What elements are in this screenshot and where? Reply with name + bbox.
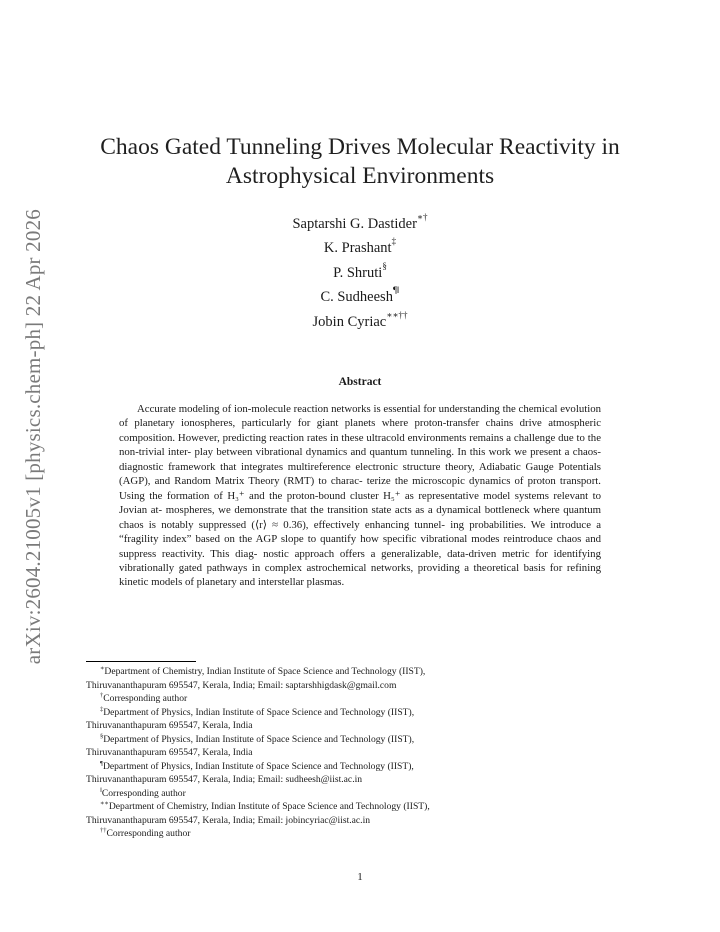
footnote-text: Corresponding author: [106, 828, 191, 839]
footnote-mark: ‖: [100, 786, 102, 794]
page-number: 1: [357, 871, 363, 883]
author-name: K. Prashant: [323, 240, 392, 257]
author-name: P. Shruti: [333, 264, 383, 281]
abstract-line: mospheres, we demonstrate that the transition state acts as a dynamical bottleneck: [165, 504, 530, 517]
footnote-line: [86, 706, 606, 720]
footnote-line: [86, 814, 606, 828]
footnote-rule: [86, 661, 196, 662]
abstract-line: terize the microscopic dynamics of proton transport. Using the formation of H₃⁺ and: [119, 475, 602, 502]
footnote-line: [86, 800, 606, 814]
abstract-line: ing probabilities. We introduce a “fragility index” based on the AGP slope to quantify: [119, 518, 601, 546]
footnote-line: [86, 773, 606, 787]
footnote-line: [86, 665, 606, 679]
author-list: [200, 212, 520, 334]
paper-title-line-1: Chaos Gated Tunneling Drives Molecular Reactivity in: [100, 134, 620, 160]
footnote-mark: †: [100, 692, 104, 699]
footnote-text: Department of Physics, Indian Institute of Space Science and Technology (IIST),: [103, 706, 415, 718]
author: [200, 236, 520, 260]
footnote-line: [86, 760, 606, 774]
author-name: Jobin Cyriac: [312, 313, 387, 330]
footnote-line: [86, 787, 606, 801]
abstract-line: Accurate modeling of ion-molecule reaction networks is essential for understanding: [137, 403, 500, 415]
footnote-text: Corresponding author: [101, 787, 186, 799]
footnote-mark: ∗∗: [100, 800, 109, 807]
abstract-line: nostic approach offers a generalizable, data-driven metric for identifying vibrationally: [119, 547, 601, 574]
author-name: Saptarshi G. Dastider: [292, 216, 417, 232]
footnote-mark: §: [100, 732, 104, 740]
abstract-line: where quantum chaos is notably suppressed (⟨r⟩ ≈ 0.36), effectively enhancing tunnel-: [119, 504, 602, 531]
footnote-mark: ‡: [100, 705, 104, 713]
author-affiliation-mark: ∗∗††: [386, 309, 408, 320]
footnote-mark: ††: [100, 827, 107, 834]
author: [200, 261, 520, 285]
footnote-text: Department of Physics, Indian Institute of Space Science and Technology (IIST),: [102, 760, 414, 772]
footnote-line: [86, 692, 606, 706]
abstract-line: proton-transfer chains drive atmospheric composition. However, predicting reaction: [119, 417, 601, 444]
author-affiliation-mark: §: [382, 260, 387, 271]
footnote-list: [86, 665, 606, 841]
footnote-text: Thiruvananthapuram 695547, Kerala, India; Email: jobincyriac@iist.ac.in: [86, 814, 371, 826]
footnote-text: Corresponding author: [103, 693, 188, 704]
abstract-line: chaos-diagnostic framework that integrates multireference electronic structure theory,: [119, 446, 601, 473]
abstract-text: [119, 402, 601, 590]
footnote-line: [86, 827, 606, 841]
author: [200, 212, 520, 236]
arxiv-identifier-text: arXiv:2604.21005v1 [physics.chem-ph] 22 Apr 2026: [20, 209, 45, 665]
footnote-text: Thiruvananthapuram 695547, Kerala, India; Email: sudheesh@iist.ac.in: [86, 774, 363, 785]
footnote-line: [86, 746, 606, 760]
author-affiliation-mark: ∗†: [416, 212, 428, 222]
abstract-line: rates in these ultracold environments remains a challenge due to the non-trivial inter-: [119, 431, 601, 459]
footnote-mark: ¶: [100, 759, 103, 767]
abstract-heading: Abstract: [338, 376, 382, 388]
abstract-line: how specific vibrational modes reintroduce chaos and suppress reactivity. This diag-: [119, 533, 601, 560]
footnote-text: Thiruvananthapuram 695547, Kerala, India: [86, 747, 253, 758]
author: [200, 310, 520, 334]
author-name: C. Sudheesh: [320, 289, 393, 306]
abstract-line: refining kinetic models of planetary and interstellar plasmas.: [119, 561, 601, 589]
abstract-line: the proton-bound cluster H₅⁺ as representative model systems relevant to Jovian at-: [119, 489, 601, 517]
abstract-line: the chemical evolution of planetary ionospheres, particularly for giant planets where: [119, 403, 602, 430]
abstract-line: gated pathways in complex astrochemical networks, providing a theoretical basis for: [178, 561, 563, 574]
abstract-line: play between vibrational dynamics and quantum tunneling. In this work we present a: [194, 446, 570, 459]
footnote-text: Department of Chemistry, Indian Institute of Space Science and Technology (IIST),: [108, 801, 430, 812]
paper-title: [70, 133, 650, 191]
paper-title-line-2: Astrophysical Environments: [225, 163, 495, 189]
footnote-text: Department of Physics, Indian Institute of Space Science and Technology (IIST),: [103, 733, 415, 745]
author-affiliation-mark: ‡: [391, 236, 397, 247]
footnote-text: Department of Chemistry, Indian Institute of Space Science and Technology (IIST),: [104, 666, 426, 677]
author: [200, 285, 520, 309]
author-affiliation-mark: ¶‖: [392, 285, 400, 296]
footnote-line: [86, 719, 606, 733]
footnote-line: [86, 679, 606, 693]
footnote-text: Thiruvananthapuram 695547, Kerala, India: [86, 720, 253, 731]
arxiv-identifier-sidebar: [16, 208, 50, 666]
footnote-mark: ∗: [100, 665, 105, 672]
footnote-text: Thiruvananthapuram 695547, Kerala, India; Email: saptarshhigdask@gmail.com: [86, 679, 397, 691]
footnote-line: [86, 733, 606, 747]
abstract-line: Adiabatic Gauge Potentials (AGP), and Random Matrix Theory (RMT) to charac-: [119, 460, 601, 488]
